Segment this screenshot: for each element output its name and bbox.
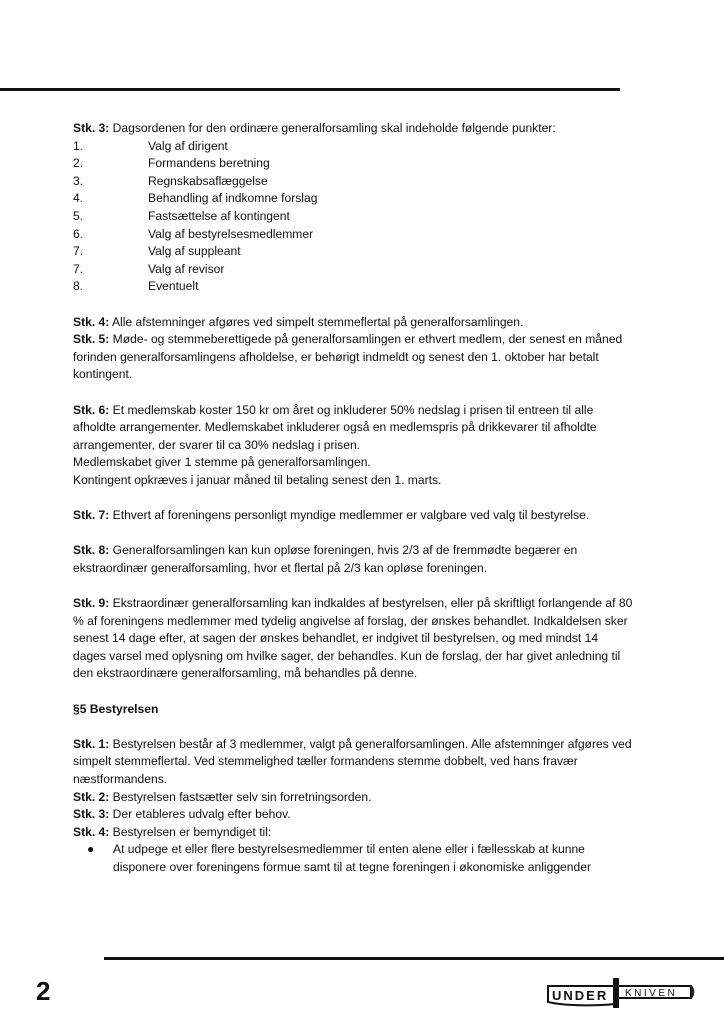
list-item: 3. Regnskabsaflæggelse [73, 173, 268, 188]
stk6-paragraph: Stk. 6: Et medlemskab koster 150 kr om året og inkluderer 50% nedslag i prisen til entreen til alle afholdte arrangementer. Medlemskabet inkluderer også en medlemspris på drikkevarer til afholdte arrangementer, der svarer til ca 30% nedslag i prisen. [73, 402, 597, 452]
stk4-paragraph: Stk. 4: Alle afstemninger afgøres ved simpelt stemmeflertal på generalforsamlingen. [73, 314, 524, 329]
knife-bolster-shape [613, 978, 619, 1008]
page-number: 2 [36, 976, 51, 1006]
section-heading: §5 Bestyrelsen [73, 701, 159, 716]
section5-stk4: Stk. 4: Bestyrelsen er bemyndiget til: [73, 824, 272, 839]
stk6-line3: Kontingent opkræves i januar måned til betaling senest den 1. marts. [73, 472, 442, 487]
stk3-intro: Stk. 3: Dagsordenen for den ordinære generalforsamling skal indeholde følgende punkter: [73, 121, 556, 135]
stk8-paragraph: Stk. 8: Generalforsamlingen kan kun opløse foreningen, hvis 2/3 af de fremmødte begærer en ekstraordinær generalforsamling, hvor et flertal på 2/3 kan opløse foreningen. [73, 543, 578, 575]
list-item: 8. Eventuelt [73, 279, 199, 294]
stk9-paragraph: Stk. 9: Ekstraordinær generalforsamling kan indkaldes af bestyrelsen, eller på skriftligt forlangende af 80 % af foreningens medlemmer med tydelig angivelse af forslag, der ønskes behandlet. Indkaldelsen sker senest 14 dage efter, at sagen der ønskes behandlet, er indgivet til bestyrelsen, og med mindst 14 dages varsel med oplysning om hvilke sager, der behandles. Kun de forslag, der har givet anledning til den ekstraordinære generalforsamling, må behandles på denne. [73, 596, 633, 681]
agenda-list [73, 138, 633, 296]
list-item: 1. Valg af dirigent [73, 138, 228, 153]
header-rule [0, 88, 620, 91]
list-item: 6. Valg af bestyrelsesmedlemmer [73, 226, 314, 241]
list-item: 7. Valg af revisor [73, 261, 225, 276]
logo-text-left: UNDER [552, 988, 609, 1003]
logo-text-right: KNIVEN [625, 988, 678, 999]
stk6-line2: Medlemskabet giver 1 stemme på generalforsamlingen. [73, 455, 371, 470]
stk5-paragraph: Stk. 5: Møde- og stemmeberettigede på generalforsamlingen er ethvert medlem, der senest en måned forinden generalforsamlingens afholdelse, er behørigt indmeldt og senest den 1. oktober har betalt kontingent. [73, 332, 623, 382]
list-item: 7. Valg af suppleant [73, 244, 241, 259]
bullet-icon: ● [87, 842, 95, 857]
bullet-item: ● At udpege et eller flere bestyrelsesmedlemmer til enten alene eller i fællesskab at kunne disponere over foreningens formue samt til at tegne foreningen i økonomiske anliggender [73, 841, 633, 876]
list-item: 5. Fastsættelse af kontingent [73, 208, 290, 223]
stk7-paragraph: Stk. 7: Ethvert af foreningens personligt myndige medlemmer er valgbare ved valg til bestyrelse. [73, 508, 590, 523]
section5-stk2: Stk. 2: Bestyrelsen fastsætter selv sin forretningsorden. [73, 789, 372, 804]
section5-stk3: Stk. 3: Der etableres udvalg efter behov. [73, 807, 291, 822]
underkniven-logo [545, 976, 695, 1010]
document-body [73, 120, 633, 877]
list-item: 2. Formandens beretning [73, 156, 270, 171]
footer-rule [104, 957, 724, 960]
section5-stk1: Stk. 1: Bestyrelsen består af 3 medlemmer, valgt på generalforsamlingen. Alle afstemninger afgøres ved simpelt stemmeflertal. Ved stemmelighed tæller formandens stemme dobbelt, ved hans fravær næstformandens. [73, 736, 632, 786]
list-item: 4. Behandling af indkomne forslag [73, 191, 318, 206]
